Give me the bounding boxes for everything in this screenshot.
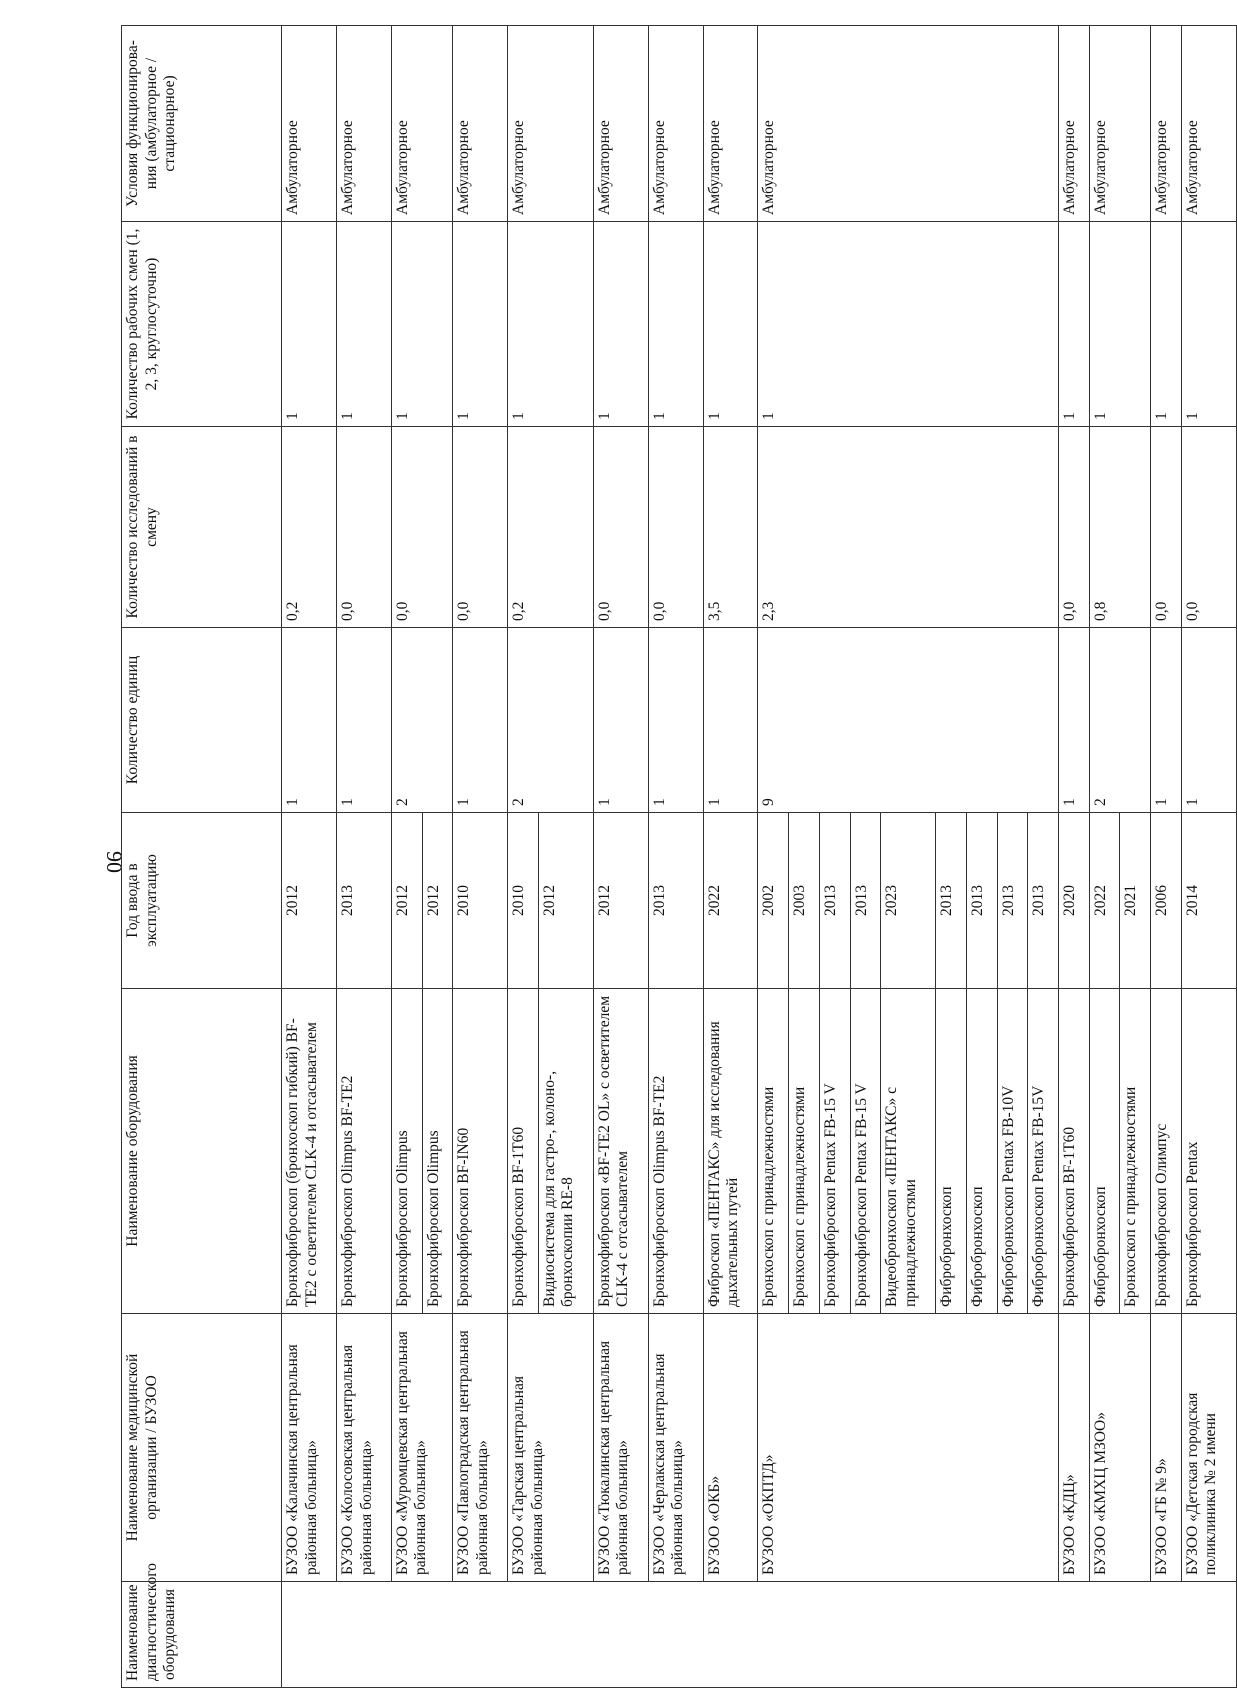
equipment-name-cell: Бронхофиброскоп BF-IN60 <box>453 989 508 1314</box>
units-cell: 1 <box>593 628 648 813</box>
year-cell: 2013 <box>819 813 850 989</box>
equipment-name-cell: Бронхофиброскоп Олимпус <box>1151 989 1182 1314</box>
exams-cell: 0,2 <box>508 427 594 628</box>
table-row <box>758 26 789 1688</box>
header-exams-per-shift: Количество исследований в смену <box>122 427 282 628</box>
organization-cell: БУЗОО «Павлоградская центральная районная больница» <box>453 1314 508 1582</box>
exams-cell: 0,8 <box>1089 427 1150 628</box>
equipment-name-cell: Бронхоскоп с принадлежностями <box>1120 989 1151 1314</box>
organization-cell: БУЗОО «ОКПТД» <box>758 1314 1059 1582</box>
exams-cell: 0,0 <box>453 427 508 628</box>
header-conditions: Условия функционирова-ния (амбулаторное / стационарное) <box>122 26 282 222</box>
header-year: Год ввода в эксплуатацию <box>122 813 282 989</box>
shifts-cell: 1 <box>1151 222 1182 427</box>
organization-cell: БУЗОО «КДЦ» <box>1058 1314 1089 1582</box>
year-cell: 2022 <box>1089 813 1120 989</box>
conditions-cell: Амбулаторное <box>593 26 648 222</box>
year-cell: 2021 <box>1120 813 1151 989</box>
year-cell: 2010 <box>508 813 539 989</box>
header-row <box>122 26 282 1688</box>
conditions-cell: Амбулаторное <box>453 26 508 222</box>
table-row <box>1151 26 1182 1688</box>
year-cell: 2020 <box>1058 813 1089 989</box>
equipment-name-cell: Бронхофиброскоп (бронхоскоп гибкий) BF-TE2 с осветителем CLK-4 и отсасывателем <box>282 989 337 1314</box>
conditions-cell: Амбулаторное <box>282 26 337 222</box>
table-row <box>1058 26 1089 1688</box>
equipment-table <box>121 25 1237 1688</box>
shifts-cell: 1 <box>336 222 391 427</box>
exams-cell: 0,2 <box>282 427 337 628</box>
equipment-name-cell: Фибробронхоскоп <box>966 989 997 1314</box>
year-cell: 2003 <box>789 813 820 989</box>
organization-cell: БУЗОО «КМХЦ МЗОО» <box>1089 1314 1150 1582</box>
table-row <box>508 26 539 1688</box>
shifts-cell: 1 <box>391 222 452 427</box>
exams-cell: 2,3 <box>758 427 1059 628</box>
exams-cell: 0,0 <box>1181 427 1236 628</box>
table-row <box>593 26 648 1688</box>
conditions-cell: Амбулаторное <box>1181 26 1236 222</box>
organization-cell: БУЗОО «Тарская центральная районная больница» <box>508 1314 594 1582</box>
shifts-cell: 1 <box>1181 222 1236 427</box>
year-cell: 2002 <box>758 813 789 989</box>
equipment-name-cell: Видиосистема для гастро-, колоно-, бронхоскопии RE-8 <box>538 989 593 1314</box>
organization-cell: БУЗОО «Муромцевская центральная районная больница» <box>391 1314 452 1582</box>
units-cell: 1 <box>282 628 337 813</box>
year-cell: 2013 <box>850 813 881 989</box>
equipment-name-cell: Бронхоскоп с принадлежностями <box>789 989 820 1314</box>
exams-cell: 0,0 <box>648 427 703 628</box>
equipment-name-cell: Бронхофиброскоп Pentax FB-15 V <box>850 989 881 1314</box>
conditions-cell: Амбулаторное <box>648 26 703 222</box>
shifts-cell: 1 <box>508 222 594 427</box>
table-row <box>336 26 391 1688</box>
year-cell: 2013 <box>997 813 1028 989</box>
units-cell: 1 <box>1181 628 1236 813</box>
year-cell: 2023 <box>881 813 936 989</box>
conditions-cell: Амбулаторное <box>391 26 452 222</box>
year-cell: 2013 <box>1028 813 1059 989</box>
year-cell: 2012 <box>422 813 453 989</box>
units-cell: 9 <box>758 628 1059 813</box>
units-cell: 2 <box>508 628 594 813</box>
table-row <box>648 26 703 1688</box>
organization-cell: БУЗОО «ГБ № 9» <box>1151 1314 1182 1582</box>
table-row <box>282 26 337 1688</box>
table-row <box>1089 26 1120 1688</box>
equipment-name-cell: Видеобронхоскоп «ПЕНТАКС» с принадлежностями <box>881 989 936 1314</box>
units-cell: 2 <box>391 628 452 813</box>
year-cell: 2012 <box>593 813 648 989</box>
organization-cell: БУЗОО «Калачинская центральная районная больница» <box>282 1314 337 1582</box>
year-cell: 2012 <box>538 813 593 989</box>
organization-cell: БУЗОО «Черлакская центральная районная больница» <box>648 1314 703 1582</box>
table-row <box>1181 26 1236 1688</box>
equipment-name-cell: Бронхоскоп с принадлежностями <box>758 989 789 1314</box>
year-cell: 2014 <box>1181 813 1236 989</box>
header-equipment-type: Наименование диагностического оборудования <box>122 1582 282 1688</box>
units-cell: 1 <box>453 628 508 813</box>
equipment-name-cell: Бронхофиброскоп «BF-TE2 OL» с осветителем CLK-4 с отсасывателем <box>593 989 648 1314</box>
shifts-cell: 1 <box>758 222 1059 427</box>
page-number: 90 <box>102 851 127 873</box>
conditions-cell: Амбулаторное <box>1151 26 1182 222</box>
units-cell: 1 <box>703 628 758 813</box>
shifts-cell: 1 <box>1058 222 1089 427</box>
equipment-name-cell: Фибробронхоскоп Pentax FB-10V <box>997 989 1028 1314</box>
equipment-name-cell: Бронхофиброскоп Olimpus <box>422 989 453 1314</box>
equipment-name-cell: Бронхофиброскоп Olimpus BF-TE2 <box>336 989 391 1314</box>
exams-cell: 0,0 <box>593 427 648 628</box>
table-row <box>453 26 508 1688</box>
exams-cell: 0,0 <box>391 427 452 628</box>
year-cell: 2013 <box>936 813 967 989</box>
equipment-name-cell: Бронхофиброскоп Pentax FB-15 V <box>819 989 850 1314</box>
shifts-cell: 1 <box>593 222 648 427</box>
table-row <box>391 26 422 1688</box>
units-cell: 1 <box>336 628 391 813</box>
organization-cell: БУЗОО «Колосовская центральная районная больница» <box>336 1314 391 1582</box>
exams-cell: 3,5 <box>703 427 758 628</box>
organization-cell: БУЗОО «Тюкалинская центральная районная больница» <box>593 1314 648 1582</box>
equipment-name-cell: Бронхофиброскоп BF-1T60 <box>508 989 539 1314</box>
year-cell: 2013 <box>648 813 703 989</box>
units-cell: 1 <box>1058 628 1089 813</box>
conditions-cell: Амбулаторное <box>1089 26 1150 222</box>
shifts-cell: 1 <box>703 222 758 427</box>
equipment-name-cell: Бронхофиброскоп Olimpus <box>391 989 422 1314</box>
equipment-name-cell: Бронхофиброскоп Olimpus BF-TE2 <box>648 989 703 1314</box>
header-shifts: Количество рабочих смен (1, 2, 3, круглосуточно) <box>122 222 282 427</box>
equipment-type-cell <box>282 1582 1237 1688</box>
year-cell: 2006 <box>1151 813 1182 989</box>
year-cell: 2013 <box>336 813 391 989</box>
conditions-cell: Амбулаторное <box>758 26 1059 222</box>
conditions-cell: Амбулаторное <box>703 26 758 222</box>
table-row <box>703 26 758 1688</box>
exams-cell: 0,0 <box>1151 427 1182 628</box>
equipment-name-cell: Бронхофиброскоп Pentax <box>1181 989 1236 1314</box>
year-cell: 2012 <box>391 813 422 989</box>
equipment-table-container <box>121 26 1237 1688</box>
shifts-cell: 1 <box>453 222 508 427</box>
exams-cell: 0,0 <box>1058 427 1089 628</box>
shifts-cell: 1 <box>648 222 703 427</box>
shifts-cell: 1 <box>1089 222 1150 427</box>
conditions-cell: Амбулаторное <box>1058 26 1089 222</box>
equipment-name-cell: Бронхофиброскоп BF-1T60 <box>1058 989 1089 1314</box>
year-cell: 2022 <box>703 813 758 989</box>
units-cell: 1 <box>1151 628 1182 813</box>
table-body <box>282 26 1237 1688</box>
conditions-cell: Амбулаторное <box>508 26 594 222</box>
equipment-name-cell: Фиброскоп «ПЕНТАКС» для исследования дыхательных путей <box>703 989 758 1314</box>
units-cell: 2 <box>1089 628 1150 813</box>
shifts-cell: 1 <box>282 222 337 427</box>
equipment-name-cell: Фибробронхоскоп Pentax FB-15V <box>1028 989 1059 1314</box>
year-cell: 2012 <box>282 813 337 989</box>
header-organization: Наименование медицинской организации / БУЗОО <box>122 1314 282 1582</box>
header-units: Количество единиц <box>122 628 282 813</box>
units-cell: 1 <box>648 628 703 813</box>
organization-cell: БУЗОО «Детская городская поликлиника № 2 имени <box>1181 1314 1236 1582</box>
year-cell: 2010 <box>453 813 508 989</box>
header-equipment-name: Наименование оборудования <box>122 989 282 1314</box>
equipment-name-cell: Фибробронхоскоп <box>1089 989 1120 1314</box>
year-cell: 2013 <box>966 813 997 989</box>
equipment-name-cell: Фибробронхоскоп <box>936 989 967 1314</box>
organization-cell: БУЗОО «ОКБ» <box>703 1314 758 1582</box>
conditions-cell: Амбулаторное <box>336 26 391 222</box>
exams-cell: 0,0 <box>336 427 391 628</box>
